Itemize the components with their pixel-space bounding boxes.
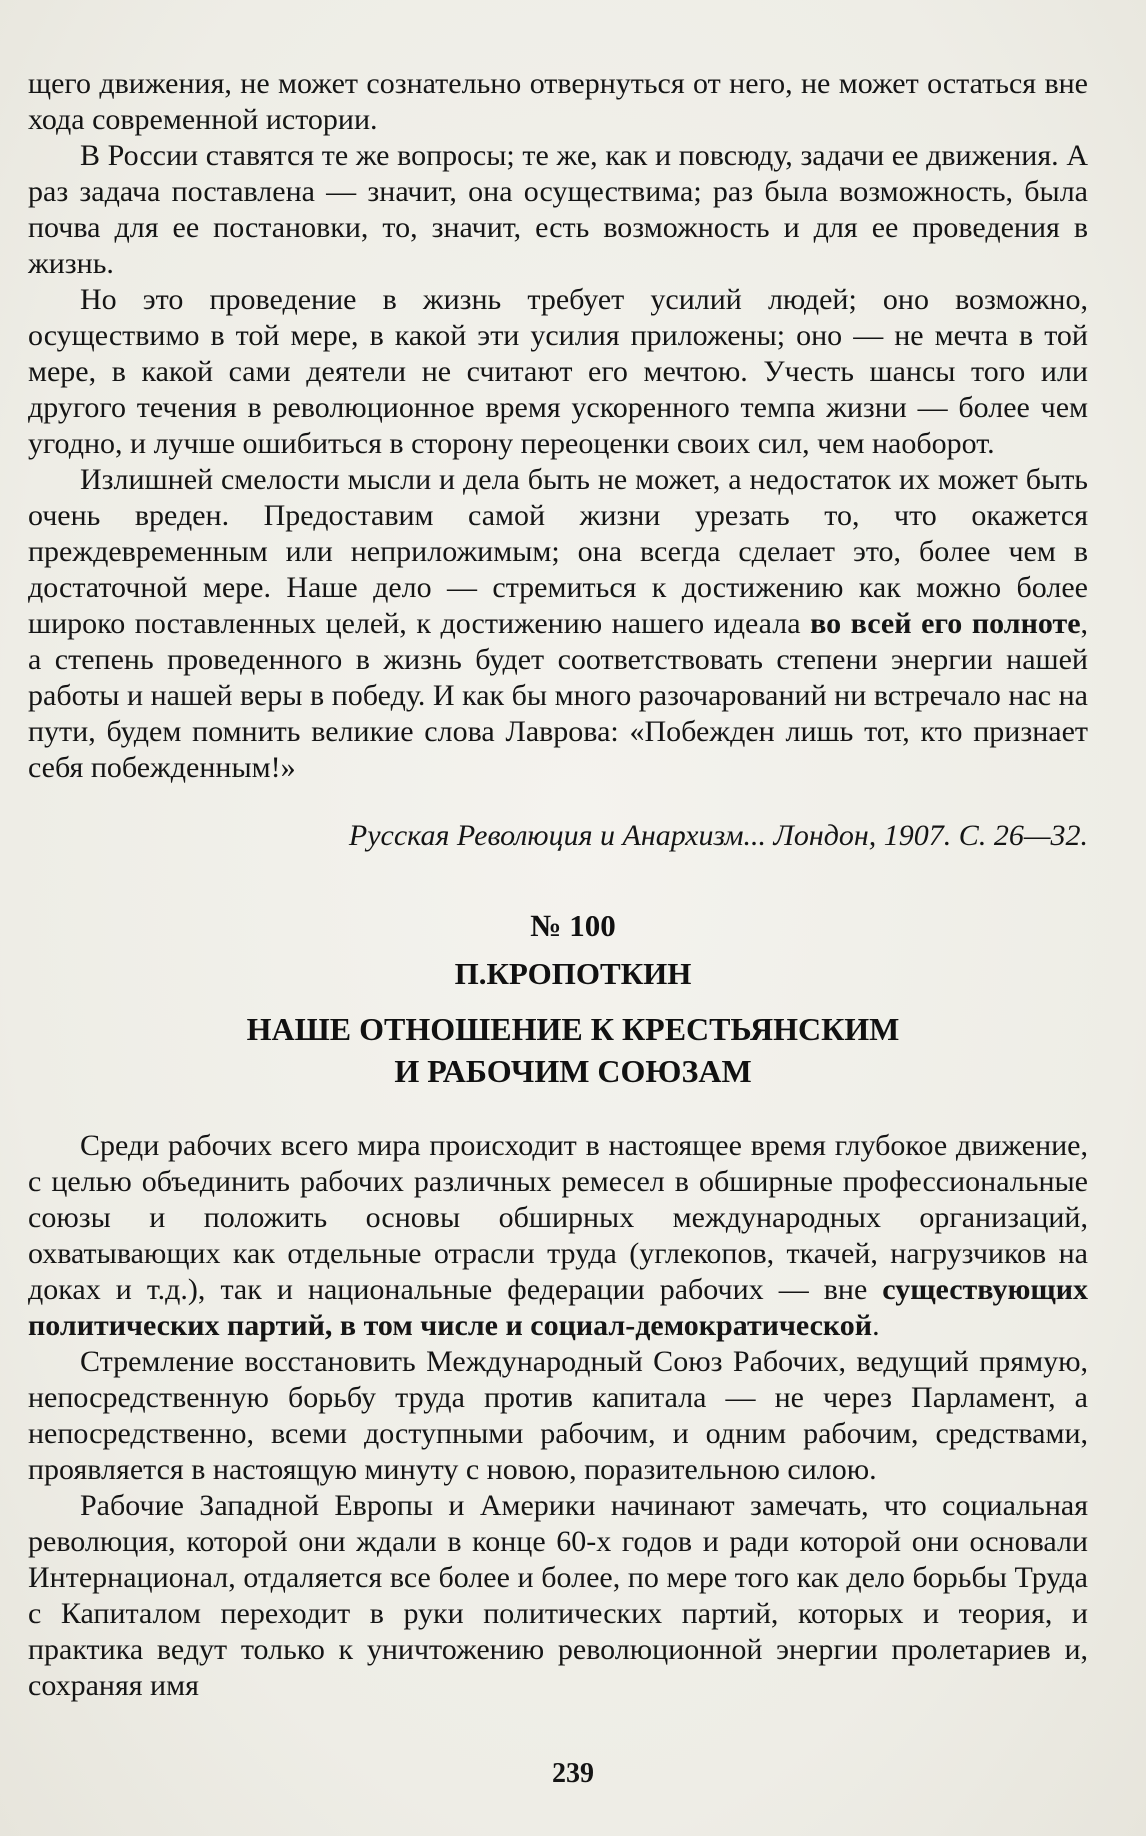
- section-title-line-2: И РАБОЧИМ СОЮЗАМ: [394, 1053, 752, 1089]
- paragraph-5: [28, 1128, 1088, 1344]
- paragraph-4-bold: во всей его полноте: [810, 607, 1081, 640]
- paragraph-5-bold: существующих политических партий, в том числе и социал-демократической: [28, 1273, 1088, 1342]
- section-title: [0, 1008, 1146, 1092]
- paragraph-1: щего движения, не может сознательно отвернуться от него, не может остаться вне хода современной истории.: [28, 67, 1088, 136]
- section-title-line-1: НАШЕ ОТНОШЕНИЕ К КРЕСТЬЯНСКИМ: [246, 1011, 900, 1047]
- paragraph-4-text: Излишней смелости мысли и дела быть не может, а недостаток их может быть очень вреден. Предоставим самой жизни урезать то, что окажется преждевременным или неприложимым; она всегда сделает это, более чем в достаточной мере. Наше дело — стремиться к достижению как можно более широко поставленных целей, к достижению нашего идеала: [28, 463, 1088, 640]
- paragraph-3: Но это проведение в жизнь требует усилий людей; оно возможно, осуществимо в той мере, в какой эти усилия приложены; оно — не мечта в той мере, в какой сами деятели не считают его мечтою. Учесть шансы того или другого течения в революционное время ускоренного темпа жизни — более чем угодно, и лучше ошибиться в сторону переоценки своих сил, чем наоборот.: [28, 283, 1088, 460]
- bottom-text-block: [28, 1128, 1088, 1704]
- source-citation: Русская Революция и Анархизм... Лондон, 1907. С. 26—32.: [348, 819, 1088, 852]
- paragraph-5-text-end: .: [872, 1309, 880, 1342]
- paragraph-4: [28, 462, 1088, 786]
- top-text-block: [28, 66, 1088, 786]
- document-number: № 100: [530, 908, 616, 943]
- page-number: 239: [552, 1758, 594, 1789]
- paragraph-2: В России ставятся те же вопросы; те же, как и повсюду, задачи ее движения. А раз задача поставлена — значит, она осуществима; раз была возможность, была почва для ее постановки, то, значит, есть возможность и для ее проведения в жизнь.: [28, 139, 1088, 280]
- paragraph-6: Стремление восстановить Международный Союз Рабочих, ведущий прямую, непосредственную борьбу труда против капитала — не через Парламент, а непосредственно, всеми доступными рабочим, и одним рабочим, средствами, проявляется в настоящую минуту с новою, поразительною силою.: [28, 1345, 1088, 1486]
- paragraph-4-text-end: , а степень проведенного в жизнь будет соответствовать степени энергии нашей работы и нашей веры в победу. И как бы много разочарований ни встречало нас на пути, будем помнить великие слова Лаврова: «Побежден лишь тот, кто признает себя побежденным!»: [28, 607, 1089, 784]
- author-name: П.КРОПОТКИН: [454, 956, 692, 991]
- paragraph-5-text: Среди рабочих всего мира происходит в настоящее время глубокое движение, с целью объединить рабочих различных ремесел в обширные профессиональные союзы и положить основы обширных международных организаций, охватывающих как отдельные отрасли труда (углекопов, ткачей, нагрузчиков на доках и т.д.), так и национальные федерации рабочих — вне: [28, 1129, 1088, 1306]
- paragraph-7: Рабочие Западной Европы и Америки начинают замечать, что социальная революция, которой они ждали в конце 60-х годов и ради которой они основали Интернационал, отдаляется все более и более, по мере того как дело борьбы Труда с Капиталом переходит в руки политических партий, которых и теория, и практика ведут только к уничтожению революционной энергии пролетариев и, сохраняя имя: [28, 1489, 1088, 1702]
